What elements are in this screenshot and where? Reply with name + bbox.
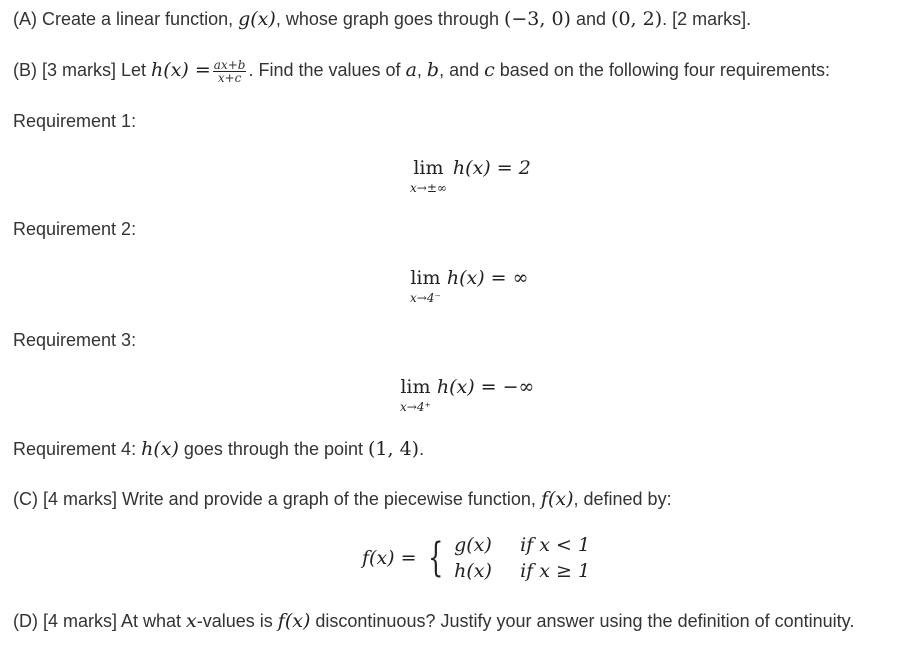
part-c-text-before: (C) [4 marks] Write and provide a graph of the piecewise function, xyxy=(13,489,541,509)
part-a-text-and: and xyxy=(570,9,612,29)
requirement-3-label: Requirement 3: xyxy=(13,330,137,350)
limit-operator: lim x→4⁻ xyxy=(410,267,441,305)
piecewise-case-2: h(x) if x ≥ 1 xyxy=(454,560,591,582)
part-d-text-before: (D) [4 marks] At what xyxy=(13,611,187,631)
req4-text-mid: goes through the point xyxy=(178,439,368,459)
sep-1: , xyxy=(416,60,427,80)
req4-text-after: . xyxy=(419,439,425,459)
sep-2: , and xyxy=(439,60,485,80)
part-a-point-2: (0, 2) xyxy=(611,8,663,30)
var-a: a xyxy=(405,59,417,81)
requirement-1-equation xyxy=(410,157,531,195)
part-b-fraction xyxy=(213,59,247,84)
limit-expression: h(x) = ∞ xyxy=(446,267,529,289)
part-b-lhs: h(x) = xyxy=(151,59,211,81)
limit-operator: lim x→4⁺ xyxy=(400,376,431,414)
part-a-question xyxy=(13,7,751,31)
requirement-2-equation xyxy=(410,267,528,305)
part-b-text-before: (B) [3 marks] Let xyxy=(13,60,152,80)
part-a-text-mid: , whose graph goes through xyxy=(275,9,504,29)
requirement-4 xyxy=(13,437,424,461)
left-brace-icon: { xyxy=(427,535,443,581)
req4-function: h(x) xyxy=(141,438,179,460)
part-c-function: f(x) xyxy=(540,488,574,510)
piecewise-cases xyxy=(454,532,590,584)
piecewise-lhs: f(x) = xyxy=(362,547,417,569)
part-d-function: f(x) xyxy=(277,610,311,632)
piecewise-definition xyxy=(362,532,590,584)
part-d-question xyxy=(13,609,854,633)
req4-point: (1, 4) xyxy=(368,438,420,460)
req4-text-before: Requirement 4: xyxy=(13,439,142,459)
var-c: c xyxy=(484,59,495,81)
part-c-text-after: , defined by: xyxy=(573,489,672,509)
part-c-question xyxy=(13,487,672,511)
limit-expression: h(x) = 2 xyxy=(452,157,531,179)
fraction-numerator: ax+b xyxy=(213,57,246,72)
part-d-variable: x xyxy=(186,610,197,632)
var-b: b xyxy=(426,59,440,81)
fraction-denominator: x+c xyxy=(217,70,242,85)
piecewise-case-1: g(x) if x < 1 xyxy=(454,534,591,556)
requirement-1-label: Requirement 1: xyxy=(13,111,137,131)
limit-expression: h(x) = −∞ xyxy=(436,376,535,398)
requirement-2-label: Requirement 2: xyxy=(13,219,137,239)
limit-subscript: x→4⁺ xyxy=(400,400,431,414)
part-a-function: g(x) xyxy=(238,8,276,30)
limit-operator: lim x→±∞ xyxy=(410,157,447,195)
limit-subscript: x→±∞ xyxy=(410,181,447,195)
part-b-text-after: based on the following four requirements: xyxy=(494,60,830,80)
part-a-text-before: (A) Create a linear function, xyxy=(13,9,239,29)
part-d-text-mid: -values is xyxy=(196,611,278,631)
part-a-text-after: . [2 marks]. xyxy=(662,9,752,29)
requirement-3-equation xyxy=(400,376,534,414)
limit-subscript: x→4⁻ xyxy=(410,291,441,305)
part-a-point-1: (−3, 0) xyxy=(503,8,571,30)
part-d-text-after: discontinuous? Justify your answer using the definition of continuity. xyxy=(310,611,855,631)
part-b-text-mid: . Find the values of xyxy=(248,60,406,80)
part-b-question xyxy=(13,58,830,84)
